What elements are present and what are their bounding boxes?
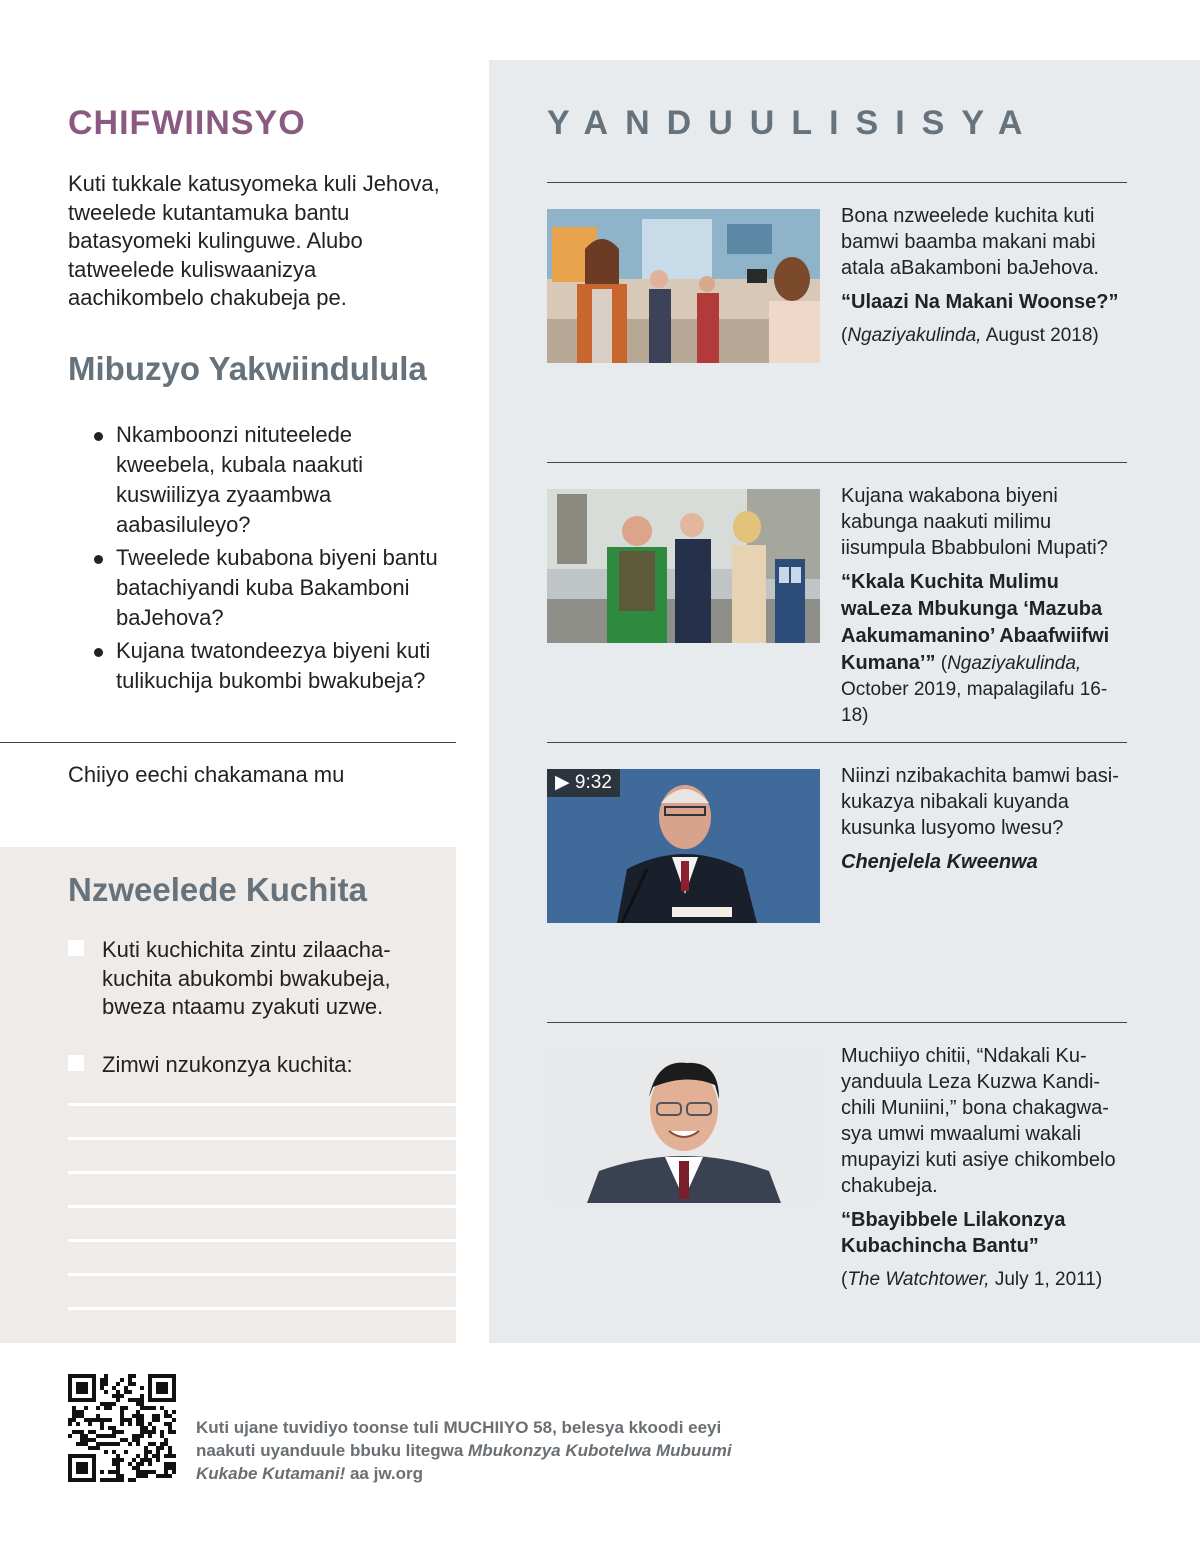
writing-line[interactable]: [68, 1307, 456, 1310]
research-source: [841, 323, 1131, 349]
research-description: Muchiiyo chitii, “Ndakali Ku-yanduula Leza Kuzwa Kandi-chili Muniini,” bona chakagwa-sya umwi mwaalumi wakali mupayizi kuti asiye chikombelo chakubeja.: [841, 1045, 1116, 1197]
question-list: [90, 420, 455, 699]
research-text-1: [841, 203, 1131, 357]
todo-item-label: Zimwi nzukonzya kuchita:: [102, 1052, 353, 1077]
todo-item-label: Kuti kuchichita zintu zilaacha-kuchita abukombi bwakubeja, bweza ntaamu zyakuti uzwe.: [102, 937, 391, 1019]
research-heading: YANDUULISISYA: [547, 104, 1040, 142]
research-description: Bona nzweelede kuchita kuti bamwi baamba makani mabi atala aBakamboni baJehova.: [841, 205, 1099, 279]
question-item: Kujana twatondeezya biyeni kuti tulikuchija bukombi bwakubeja?: [90, 636, 455, 696]
research-text-4: [841, 1043, 1131, 1301]
footer-book-title[interactable]: Mbukonzya Kubotelwa Mubuumi Kukabe Kutamani!: [196, 1441, 732, 1483]
divider: [0, 742, 456, 743]
research-title[interactable]: “Bbayibbele Lilakonzya Kubachincha Bantu”: [841, 1209, 1066, 1257]
writing-line[interactable]: [68, 1171, 456, 1174]
research-title[interactable]: “Kkala Kuchita Mulimu waLeza Mbukunga ‘Mazuba Aakumamanino’ Abaafwiifwi Kumana’”: [841, 571, 1110, 674]
todo-item-2[interactable]: [68, 1051, 428, 1080]
divider: [547, 462, 1127, 463]
research-image-4[interactable]: [547, 1049, 820, 1203]
footer-text-main: Kuti ujane tuvidiyo toonse tuli MUCHIIYO 58, belesya kkoodi eeyi naakuti uyanduule bbuku litegwa: [196, 1418, 722, 1460]
research-title[interactable]: “Ulaazi Na Makani Woonse?”: [841, 291, 1119, 313]
research-video-thumbnail[interactable]: [547, 769, 820, 923]
source-paren: (: [841, 325, 848, 346]
writing-line[interactable]: [68, 1205, 456, 1208]
research-text-3: [841, 763, 1131, 883]
writing-line[interactable]: [68, 1239, 456, 1242]
divider: [547, 182, 1127, 183]
question-item: Tweelede kubabona biyeni bantu batachiyandi kuba Bakamboni baJehova?: [90, 543, 455, 633]
divider: [547, 1022, 1127, 1023]
research-image-2[interactable]: [547, 489, 820, 643]
source-paren: (: [841, 1269, 848, 1290]
summary-heading: CHIFWIINSYO: [68, 104, 306, 142]
play-icon: ▶: [555, 772, 570, 793]
divider: [547, 742, 1127, 743]
source-date: October 2019, mapalagilafu 16-18): [841, 679, 1108, 726]
writing-lines[interactable]: [68, 1103, 456, 1341]
video-duration: 9:32: [574, 772, 612, 793]
writing-line[interactable]: [68, 1137, 456, 1140]
source-publication: The Watchtower,: [847, 1269, 990, 1290]
left-column: [0, 0, 456, 1343]
research-description: Kujana wakabona biyeni kabunga naakuti milimu iisumpula Bbabbuloni Mupati?: [841, 485, 1108, 559]
video-duration-badge: [547, 769, 620, 797]
footer-site: aa jw.org: [345, 1464, 424, 1483]
research-source: [841, 1267, 1131, 1293]
questions-heading: Mibuzyo Yakwiindulula: [68, 350, 427, 387]
writing-line[interactable]: [68, 1273, 456, 1276]
lesson-completed-label: Chiiyo eechi chakamana mu: [68, 762, 345, 787]
research-source: [841, 569, 1131, 729]
todo-heading: Nzweelede Kuchita: [68, 871, 367, 908]
question-item: Nkamboonzi nituteelede kweebela, kubala naakuti kuswiilizya zyaambwa aabasiluleyo?: [90, 420, 455, 540]
summary-text: Kuti tukkale katusyomeka kuli Jehova, tweelede kutantamuka bantu batasyomeki kulinguwe. Alubo tatweelede kuliswaanizya aachikombelo chakubeja pe.: [68, 171, 440, 310]
source-publication: Ngaziyakulinda,: [847, 325, 982, 346]
qr-code-icon[interactable]: [68, 1374, 176, 1482]
todo-item-1[interactable]: [68, 936, 428, 1022]
source-paren: (: [935, 653, 948, 674]
research-description: Niinzi nzibakachita bamwi basi-kukazya nibakali kuyanda kusunka lusyomo lwesu?: [841, 765, 1119, 839]
research-text-2: [841, 483, 1131, 737]
checkbox[interactable]: [68, 940, 84, 956]
source-publication: Ngaziyakulinda,: [947, 653, 1082, 674]
source-date: July 1, 2011): [989, 1269, 1103, 1290]
research-title[interactable]: Chenjelela Kweenwa: [841, 851, 1038, 873]
todo-panel: [0, 847, 456, 1343]
footer-text: [196, 1416, 756, 1485]
writing-line[interactable]: [68, 1103, 456, 1106]
checkbox[interactable]: [68, 1055, 84, 1071]
source-date: August 2018): [981, 325, 1099, 346]
research-image-1[interactable]: [547, 209, 820, 363]
